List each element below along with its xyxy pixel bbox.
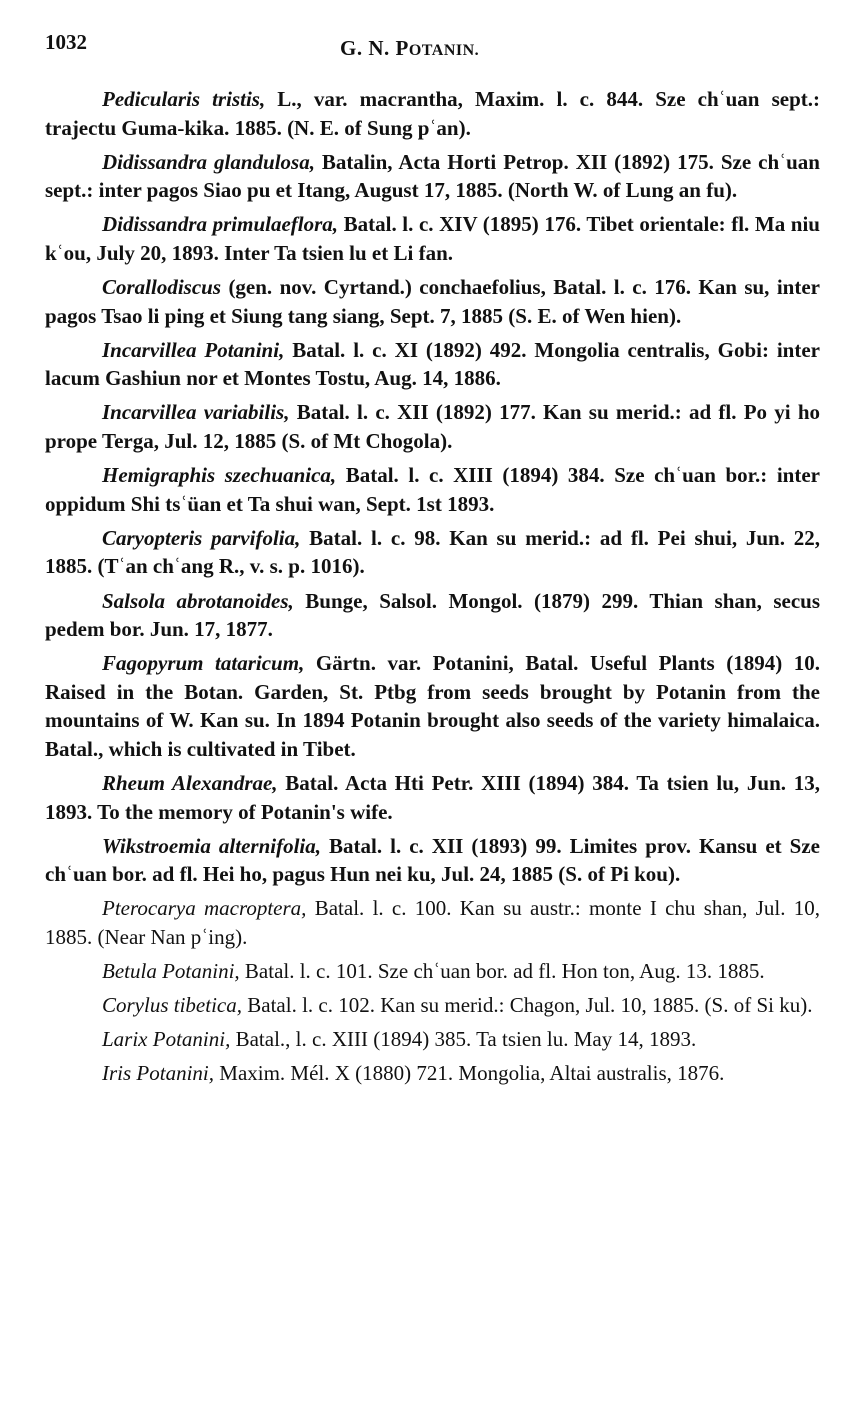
taxon-name: Pterocarya macroptera, (102, 896, 307, 921)
page-header (45, 30, 820, 70)
entry-text: Gärtn. var. Potanini, Batal. Useful Plants (1894) 10. Raised in the Botan. Garden, St. Ptbg from seeds brought by Potanin from the mountains of W. Kan su. In 1894 Potanin brought also seeds of the variety himalaica. Batal., which is cultivated in Tibet. (45, 651, 821, 761)
taxon-name: Salsola abrotanoides, (102, 588, 294, 613)
entry-betula-potanini (45, 957, 820, 986)
entry-fagopyrum-tataricum (45, 649, 820, 763)
entry-text: Batal. l. c. XIV (1895) 176. Tibet orientale: fl. Ma niu kʿou, July 20, 1893. Inter Ta tsien lu et Li fan. (45, 212, 820, 265)
taxon-name: Betula Potanini, (102, 959, 240, 984)
running-head-initial: G. N. P (340, 36, 409, 60)
entry-pterocarya-macroptera (45, 894, 820, 951)
entry-text: Batal. l. c. 100. Kan su austr.: monte I chu shan, Jul. 10, 1885. (Near Nan pʿing). (45, 896, 820, 950)
taxon-name: Hemigraphis szechuanica, (102, 463, 337, 488)
entry-text: Batal. l. c. 102. Kan su merid.: Chagon, Jul. 10, 1885. (S. of Si ku). (242, 993, 813, 1018)
entry-hemigraphis-szechuanica (45, 461, 820, 518)
entry-text: Batal. l. c. XII (1892) 177. Kan su merid.: ad fl. Po yi ho prope Terga, Jul. 12, 1885 (S. of Mt Chogola). (45, 400, 821, 454)
entry-text: Batal. l. c. XI (1892) 492. Mongolia centralis, Gobi: inter lacum Gashiun nor et Montes Tostu, Aug. 14, 1886. (45, 337, 820, 391)
document-page (45, 30, 821, 1086)
taxon-name: Incarvillea variabilis, (102, 400, 290, 425)
entry-text: (gen. nov. Cyrtand.) conchaefolius, Batal. l. c. 176. Kan su, inter pagos Tsao li ping et Siung tang siang, Sept. 7, 1885 (S. E. of Wen hien). (45, 275, 820, 328)
entry-salsola-abrotanoides (45, 587, 820, 644)
entry-text: Batal. l. c. 98. Kan su merid.: ad fl. Pei shui, Jun. 22, 1885. (Tʿan chʿang R., v. s. p. 1016). (45, 525, 820, 579)
taxon-name: Larix Potanini, (102, 1027, 231, 1052)
taxon-name: Rheum Alexandrae, (102, 771, 278, 796)
taxon-name: Wikstroemia alternifolia, (102, 833, 321, 858)
entry-didissandra-glandulosa (45, 148, 820, 205)
taxon-name: Incarvillea Potanini, (102, 337, 285, 362)
page-number: 1032 (45, 30, 87, 54)
entry-text: Batal. l. c. XII (1893) 99. Limites prov. Kansu et Sze chʿuan bor. ad fl. Hei ho, pagus Hun nei ku, Jul. 24, 1885 (S. of Pi kou). (45, 833, 820, 887)
running-head-rest: OTANIN. (408, 42, 480, 59)
taxon-name: Didissandra primulaeflora, (102, 212, 339, 237)
taxon-name: Fagopyrum tataricum, (102, 651, 305, 676)
entry-text: Batal. Acta Hti Petr. XIII (1894) 384. Ta tsien lu, Jun. 13, 1893. To the memory of Potanin's wife. (45, 771, 820, 824)
entry-incarvillea-variabilis (45, 398, 820, 455)
entry-text: Batal. l. c. 101. Sze chʿuan bor. ad fl. Hon ton, Aug. 13. 1885. (239, 959, 765, 984)
entry-didissandra-primulaeflora (45, 210, 820, 267)
entry-corylus-tibetica (45, 991, 820, 1020)
entry-text: L., var. macrantha, Maxim. l. c. 844. Sze chʿuan sept.: trajectu Guma-kika. 1885. (N. E. of Sung pʿan). (45, 87, 820, 140)
running-head (340, 36, 479, 61)
entry-larix-potanini (45, 1025, 820, 1054)
entry-corallodiscus (45, 273, 820, 330)
entry-incarvillea-potanini (45, 336, 820, 393)
entry-text: Batal. l. c. XIII (1894) 384. Sze chʿuan bor.: inter oppidum Shi tsʿüan et Ta shui wan, Sept. 1st 1893. (45, 463, 820, 516)
entry-iris-potanini (45, 1059, 820, 1088)
entry-pedicularis-tristis (45, 85, 820, 142)
entry-caryopteris-parvifolia (45, 524, 820, 581)
taxon-name: Didissandra glandulosa, (102, 149, 315, 174)
taxon-name: Iris Potanini, (102, 1061, 215, 1086)
taxon-name: Corallodiscus (102, 275, 222, 300)
entry-rheum-alexandrae (45, 769, 820, 826)
entries-list (45, 85, 820, 1094)
taxon-name: Corylus tibetica, (102, 993, 242, 1018)
entry-text: Batalin, Acta Horti Petrop. XII (1892) 175. Sze chʿuan sept.: inter pagos Siao pu et Itang, August 17, 1885. (North W. of Lung an fu). (45, 149, 820, 203)
taxon-name: Pedicularis tristis, (102, 87, 266, 111)
entry-text: Batal., l. c. XIII (1894) 385. Ta tsien lu. May 14, 1893. (230, 1027, 697, 1052)
entry-text: Bunge, Salsol. Mongol. (1879) 299. Thian shan, secus pedem bor. Jun. 17, 1877. (45, 588, 820, 642)
entry-wikstroemia-alternifolia (45, 832, 820, 889)
entry-text: Maxim. Mél. X (1880) 721. Mongolia, Altai australis, 1876. (214, 1061, 725, 1086)
taxon-name: Caryopteris parvifolia, (102, 525, 301, 550)
